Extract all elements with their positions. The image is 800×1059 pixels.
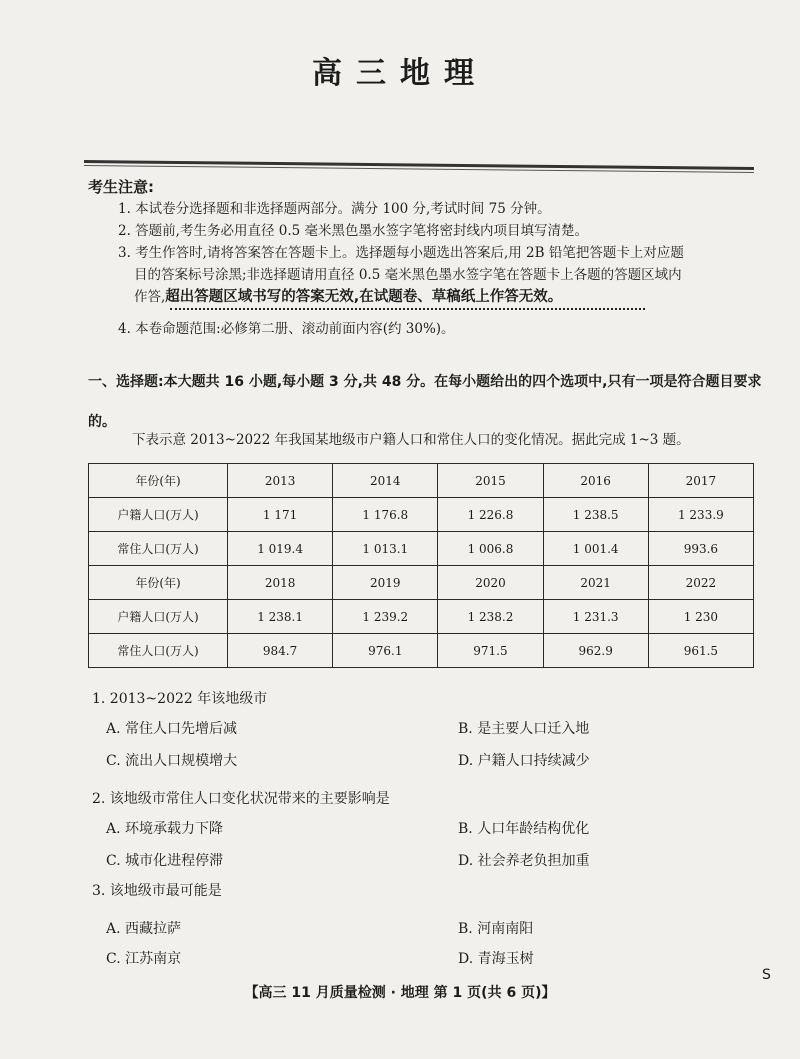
answer-option: D. 青海玉树	[458, 951, 534, 967]
table-row	[89, 498, 754, 532]
corner-mark: S	[762, 967, 771, 983]
table-cell: 1 171	[228, 498, 333, 532]
table-cell: 1 230	[648, 600, 753, 634]
table-cell: 2017	[648, 464, 753, 498]
table-cell: 1 019.4	[228, 532, 333, 566]
table-cell: 2016	[543, 464, 648, 498]
row-header-cell: 年份(年)	[89, 566, 228, 600]
table-cell: 962.9	[543, 634, 648, 668]
table-row	[89, 464, 754, 498]
table-cell: 1 238.1	[228, 600, 333, 634]
page-footer: 【高三 11 月质量检测 · 地理 第 1 页(共 6 页)】	[244, 985, 556, 1001]
population-table	[88, 463, 754, 668]
table-cell: 2019	[333, 566, 438, 600]
row-header-cell: 常住人口(万人)	[89, 634, 228, 668]
table-cell: 1 238.5	[543, 498, 648, 532]
table-cell: 961.5	[648, 634, 753, 668]
answer-option: B. 人口年龄结构优化	[458, 821, 590, 837]
answer-option: C. 城市化进程停滞	[106, 853, 224, 869]
row-header-cell: 户籍人口(万人)	[89, 498, 228, 532]
table-cell: 2022	[648, 566, 753, 600]
notice-item-4: 4. 本卷命题范围:必修第二册、滚动前面内容(约 30%)。	[118, 321, 455, 337]
notice-item-3-prefix: 作答,	[134, 289, 166, 305]
table-cell: 976.1	[333, 634, 438, 668]
table-cell: 2015	[438, 464, 543, 498]
table-cell: 1 001.4	[543, 532, 648, 566]
answer-option: A. 西藏拉萨	[106, 921, 182, 937]
table-cell: 2018	[228, 566, 333, 600]
answer-option: B. 是主要人口迁入地	[458, 721, 590, 737]
table-cell: 1 233.9	[648, 498, 753, 532]
table-cell: 1 239.2	[333, 600, 438, 634]
answer-option: D. 户籍人口持续减少	[458, 753, 590, 769]
answer-option: A. 常住人口先增后减	[106, 721, 238, 737]
answer-option: A. 环境承载力下降	[106, 821, 224, 837]
table-cell: 1 226.8	[438, 498, 543, 532]
table-cell: 984.7	[228, 634, 333, 668]
row-header-cell: 年份(年)	[89, 464, 228, 498]
table-cell: 1 176.8	[333, 498, 438, 532]
table-cell: 1 013.1	[333, 532, 438, 566]
notice-heading: 考生注意:	[88, 178, 154, 196]
table-intro: 下表示意 2013~2022 年我国某地级市户籍人口和常住人口的变化情况。据此完成 1~3 题。	[132, 432, 690, 448]
question-stem: 1. 2013~2022 年该地级市	[92, 691, 268, 707]
table-cell: 2014	[333, 464, 438, 498]
table-row	[89, 566, 754, 600]
notice-item-3-emphasis: 超出答题区域书写的答案无效,在试题卷、草稿纸上作答无效。	[165, 289, 563, 305]
notice-item-3-line-1: 3. 考生作答时,请将答案答在答题卡上。选择题每小题选出答案后,用 2B 铅笔把答题卡上对应题	[118, 245, 684, 261]
table-cell: 2020	[438, 566, 543, 600]
row-header-cell: 户籍人口(万人)	[89, 600, 228, 634]
table-cell: 1 231.3	[543, 600, 648, 634]
notice-item-2: 2. 答题前,考生务必用直径 0.5 毫米黑色墨水签字笔将密封线内项目填写清楚。	[118, 223, 589, 239]
section-heading: 一、选择题:本大题共 16 小题,每小题 3 分,共 48 分。在每小题给出的四个选项中,只有一项是符合题目要求的。	[88, 374, 762, 430]
table-row	[89, 634, 754, 668]
table-row	[89, 532, 754, 566]
notice-item-3-line-2: 目的答案标号涂黑;非选择题请用直径 0.5 毫米黑色墨水签字笔在答题卡上各题的答题区域内	[134, 267, 682, 283]
answer-option: C. 江苏南京	[106, 951, 182, 967]
table-cell: 971.5	[438, 634, 543, 668]
emphasis-dots	[170, 308, 645, 310]
table-cell: 1 238.2	[438, 600, 543, 634]
answer-option: D. 社会养老负担加重	[458, 853, 590, 869]
notice-item-3-line-3	[118, 286, 738, 308]
table-row	[89, 600, 754, 634]
notice-item-3	[118, 242, 738, 308]
row-header-cell: 常住人口(万人)	[89, 532, 228, 566]
question-stem: 2. 该地级市常住人口变化状况带来的主要影响是	[92, 791, 390, 807]
table-cell: 1 006.8	[438, 532, 543, 566]
question-stem: 3. 该地级市最可能是	[92, 883, 222, 899]
table-cell: 2021	[543, 566, 648, 600]
answer-option: C. 流出人口规模增大	[106, 753, 238, 769]
table-cell: 993.6	[648, 532, 753, 566]
table-cell: 2013	[228, 464, 333, 498]
answer-option: B. 河南南阳	[458, 921, 534, 937]
notice-item-1: 1. 本试卷分选择题和非选择题两部分。满分 100 分,考试时间 75 分钟。	[118, 201, 551, 217]
page-title: 高三地理	[312, 56, 488, 91]
